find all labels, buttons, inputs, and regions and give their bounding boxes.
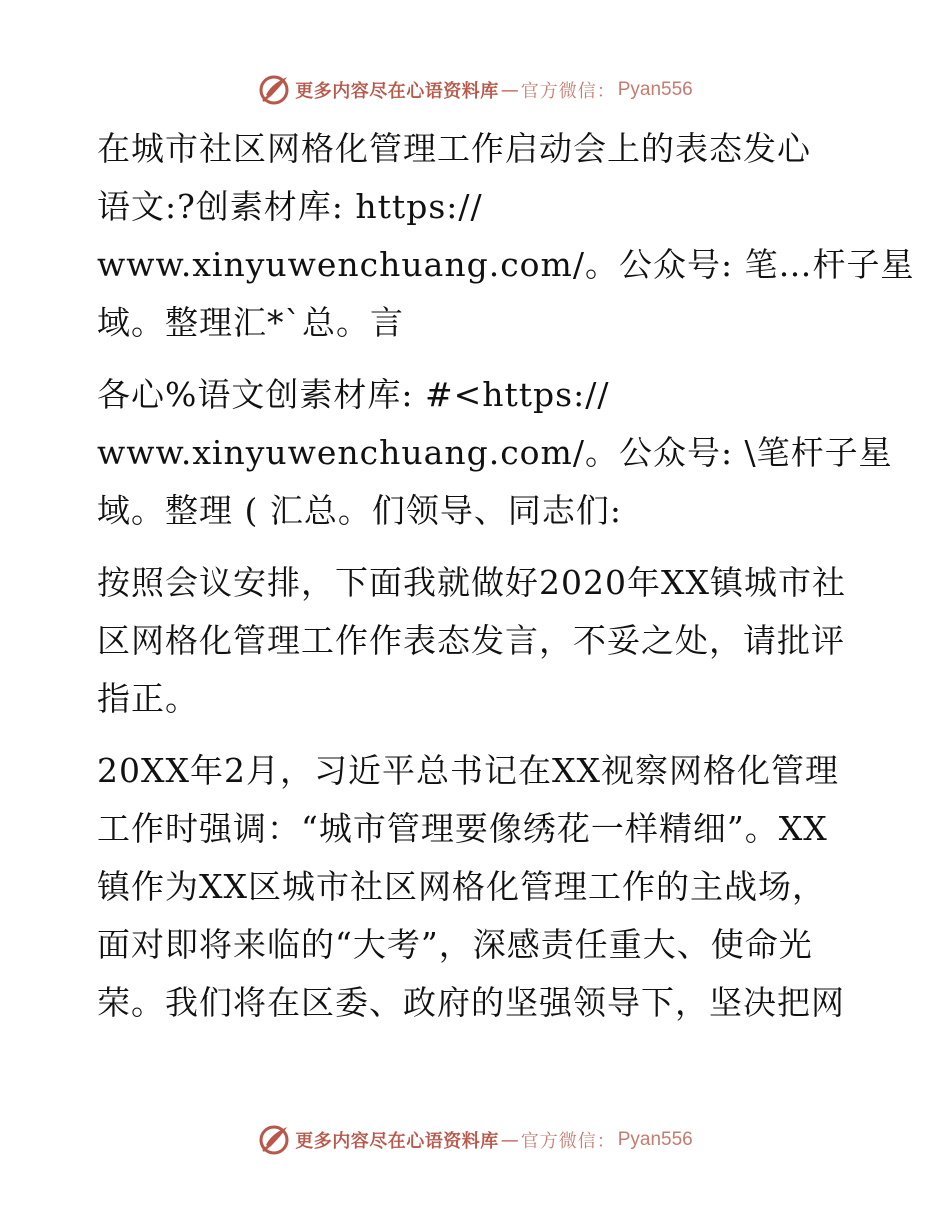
paragraph-body	[97, 742, 857, 1032]
quill-pen-logo-icon	[257, 1123, 291, 1157]
text-line: 域。整理 ( 汇总。们领导、同志们:	[97, 491, 622, 530]
banner-dash: —	[500, 79, 519, 101]
document-body	[97, 120, 915, 1032]
banner-dash: —	[500, 1129, 519, 1151]
text-line: 在城市社区网格化管理工作启动会上的表态发心	[97, 129, 811, 168]
text-line: 镇作为XX区城市社区网格化管理工作的主战场，	[97, 867, 826, 906]
text-line: 区网格化管理工作作表态发言，不妥之处，请批评	[97, 621, 845, 660]
banner-wechat-id: Pyan556	[617, 79, 693, 100]
text-line: 荣。我们将在区委、政府的坚强领导下，坚决把网	[97, 983, 845, 1022]
banner-brand-text: 更多内容尽在心语资料库	[295, 81, 499, 102]
footer-watermark-banner	[0, 1120, 950, 1160]
text-line: 语文:?创素材库: https://	[97, 187, 483, 226]
paragraph-title	[97, 120, 915, 352]
banner-official-label: 官方微信：	[520, 1131, 616, 1152]
text-line: 按照会议安排，下面我就做好2020年XX镇城市社	[97, 563, 846, 602]
text-line: www.xinyuwenchuang.com/。公众号: \笔杆子星	[97, 433, 893, 472]
paragraph-intro	[97, 554, 857, 728]
text-line: 各心%语文创素材库: #<https://	[97, 375, 610, 414]
banner-official-label: 官方微信：	[520, 81, 616, 102]
text-line: 指正。	[97, 679, 199, 718]
text-line: 面对即将来临的“大考”，深感责任重大、使命光	[97, 925, 813, 964]
text-line: 域。整理汇*`总。言	[97, 303, 404, 342]
quill-pen-logo-icon	[257, 73, 291, 107]
paragraph-salutation	[97, 366, 893, 540]
text-line: 20XX年2月，习近平总书记在XX视察网格化管理	[97, 751, 839, 790]
banner-wechat-id: Pyan556	[617, 1129, 693, 1150]
text-line: 工作时强调：“城市管理要像绣花一样精细”。XX	[97, 809, 828, 848]
text-line: www.xinyuwenchuang.com/。公众号: 笔…杆子星	[97, 245, 915, 284]
banner-brand-text: 更多内容尽在心语资料库	[295, 1131, 499, 1152]
header-watermark-banner	[0, 70, 950, 110]
